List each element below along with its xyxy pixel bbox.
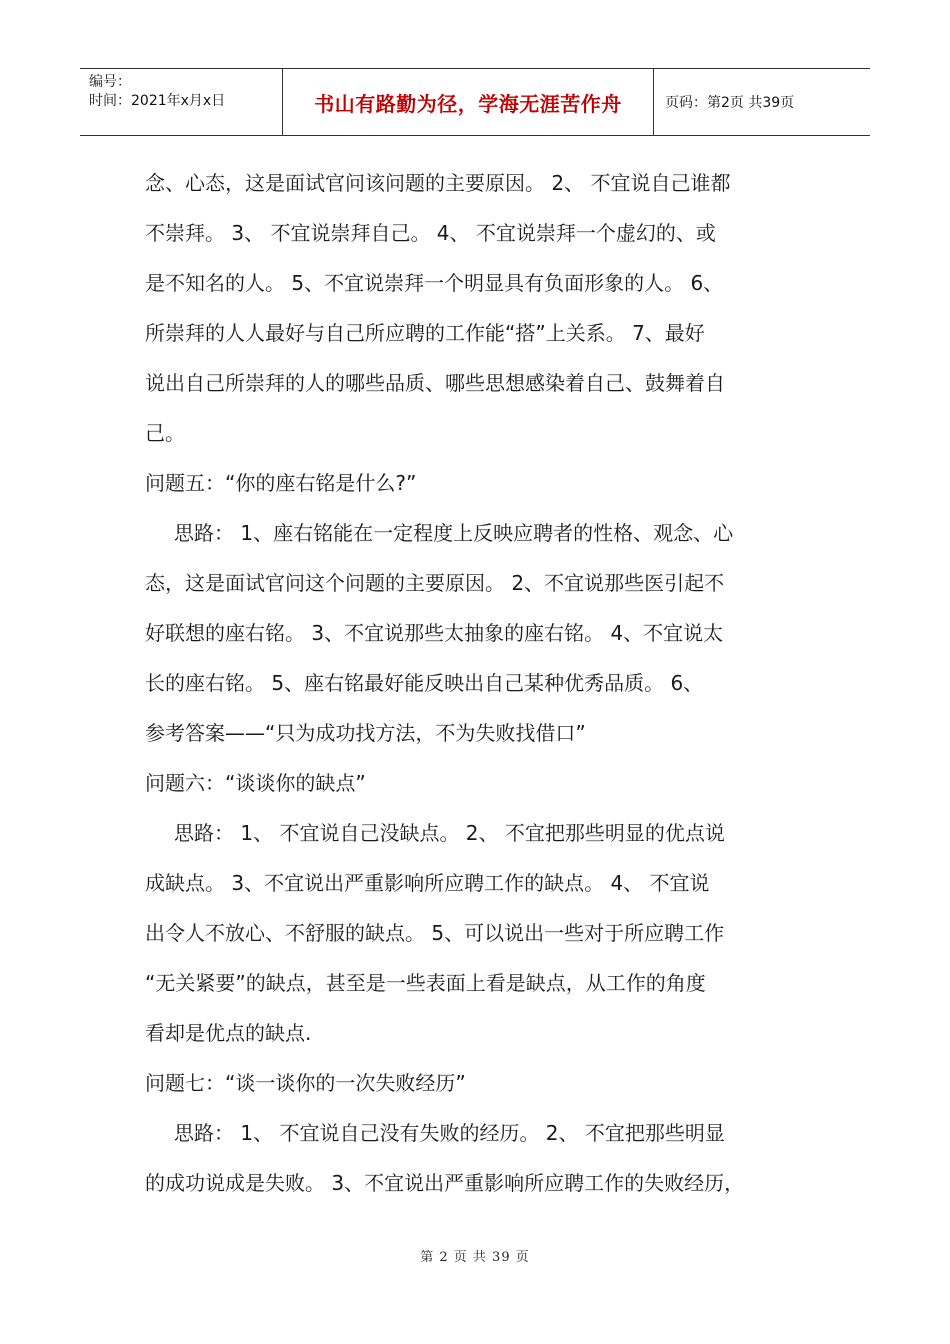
text-line: 思路： 1、 不宜说自己没缺点。 2、 不宜把那些明显的优点说 — [174, 821, 725, 845]
text-line: 态，这是面试官问这个问题的主要原因。 2、不宜说那些医引起不 — [145, 571, 725, 595]
text-line: 说出自己所崇拜的人的哪些品质、哪些思想感染着自己、鼓舞着自 — [145, 371, 725, 395]
question-heading: 问题六：“谈谈你的缺点” — [145, 771, 366, 795]
text-line: 的成功说成是失败。 3、不宜说出严重影响所应聘工作的失败经历， — [145, 1171, 745, 1195]
page-header — [80, 68, 870, 136]
text-line: 所崇拜的人人最好与自己所应聘的工作能“搭”上关系。 7、最好 — [145, 321, 705, 345]
question-heading: 问题七：“谈一谈你的一次失败经历” — [145, 1071, 466, 1095]
text-line: 己。 — [145, 421, 185, 445]
header-page-info: 页码：第2页 共39页 — [665, 95, 795, 111]
text-line: 思路： 1、座右铭能在一定程度上反映应聘者的性格、观念、心 — [174, 521, 734, 545]
text-line: 长的座右铭。 5、座右铭最好能反映出自己某种优秀品质。 6、 — [145, 671, 704, 695]
header-meta — [80, 69, 282, 135]
question-heading: 问题五：“你的座右铭是什么?” — [145, 471, 417, 495]
page-footer: 第 2 页 共 39 页 — [420, 1250, 530, 1265]
text-line: 思路： 1、 不宜说自己没有失败的经历。 2、 不宜把那些明显 — [174, 1121, 725, 1145]
text-line: 是不知名的人。 5、不宜说崇拜一个明显具有负面形象的人。 6、 — [145, 271, 724, 295]
text-line: 出令人不放心、不舒服的缺点。 5、可以说出一些对于所应聘工作 — [145, 921, 725, 945]
number-label: 编号： — [89, 74, 131, 90]
text-line: 参考答案——“只为成功找方法，不为失败找借口” — [145, 721, 586, 745]
time-label: 时间：2021年x月x日 — [89, 93, 226, 109]
text-line: “无关紧要”的缺点，甚至是一些表面上看是缺点，从工作的角度 — [145, 971, 706, 995]
document-body — [145, 158, 815, 1208]
text-line: 不崇拜。 3、 不宜说崇拜自己。 4、 不宜说崇拜一个虚幻的、或 — [145, 221, 716, 245]
text-line: 成缺点。 3、不宜说出严重影响所应聘工作的缺点。 4、 不宜说 — [145, 871, 710, 895]
header-motto: 书山有路勤为径，学海无涯苦作舟 — [282, 69, 654, 135]
text-line: 看却是优点的缺点. — [145, 1021, 312, 1045]
text-line: 好联想的座右铭。 3、不宜说那些太抽象的座右铭。 4、不宜说太 — [145, 621, 724, 645]
text-line: 念、心态，这是面试官问该问题的主要原因。 2、 不宜说自己谁都 — [145, 171, 731, 195]
